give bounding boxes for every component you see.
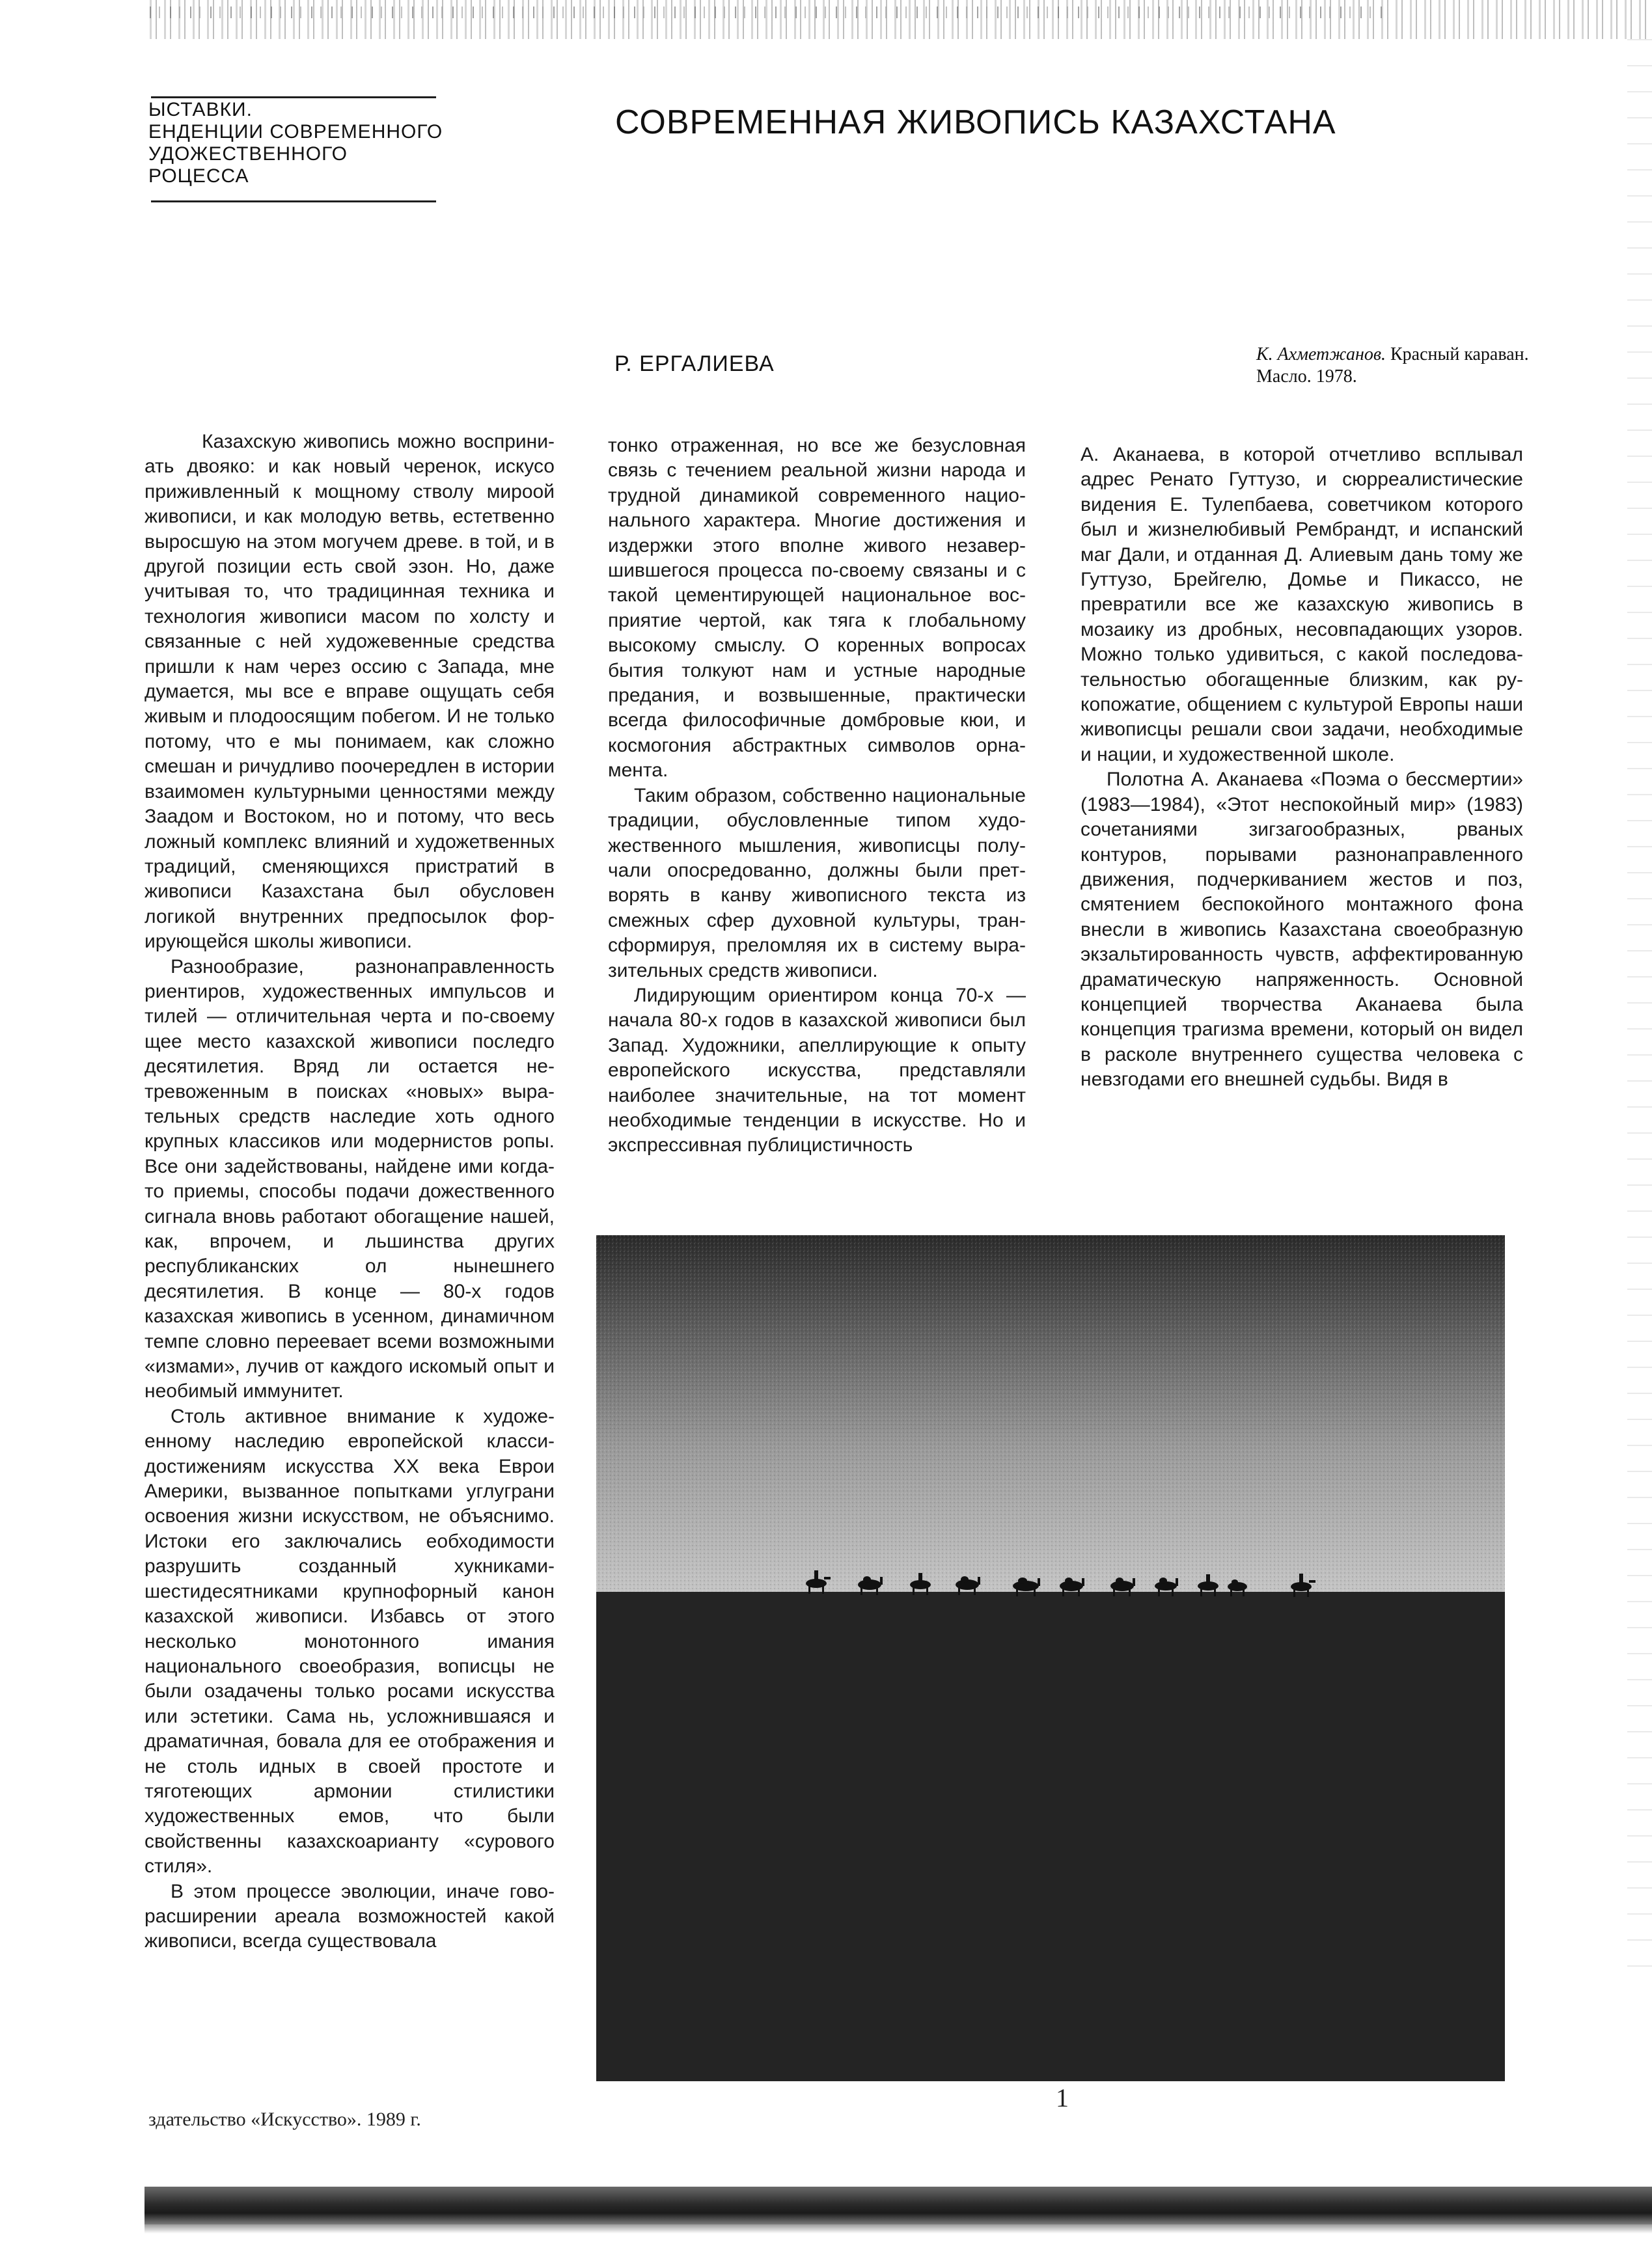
- section-line: ЕНДЕНЦИИ СОВРЕМЕННОГО: [148, 121, 443, 143]
- paragraph: тонко отраженная, но все же безусловная связь с течением реальной жизни народа и трудной динамикой современного национального характера. Многие достижения и издержки этого вполне живого незавершившегося процесса по-своему связаны и с такой цементирующей национальное восприятие чертой, как тяга к глобальному высокому смыслу. О коренных вопросах бытия толкуют нам и устные народные предания, и возвышенные, практически всегда философичные домбровые кюи, и космогония абстрактных символов орнамента.: [608, 435, 1026, 782]
- paragraph: В этом процессе эволюции, иначе говорасширении ареала возможностей какой живописи, всегда существовала: [145, 1880, 555, 1952]
- publisher-imprint: здательство «Искусство». 1989 г.: [148, 2109, 421, 2130]
- scan-bottom-edge: [145, 2187, 1652, 2224]
- paragraph: Разнообразие, разнонаправленность риентиров, художественных импульсов и тилей — отличительная черта и по-своему щее место казахской живописи последго десятилетия. Вряд ли остается нетревоженным в поисках «новых» вырательных средств наследие хоть одного крупных классиков или модернистов ропы. Все они задействованы, найдене ими когда-то приемы, способы подачи дожественного сигнала вновь работают обогащение нашей, как, впрочем, и льшинства других республиканских ол нынешнего десятилетия. В конце — 80-х годов казахская живопись в усенном, динамичном темпе словно переевает всеми возможными «измами», лучив от каждого искомый опыт и необимый иммунитет.: [145, 955, 555, 1402]
- page-number: 1: [1056, 2083, 1069, 2112]
- paragraph: А. Аканаева, в которой отчетливо всплывал адрес Ренато Гуттузо, и сюрреалистические видения Е. Тулепбаева, советчиком которого был и жизнелюбивый Рембрандт, и испанский маг Дали, и отданная Д. Алиевым дань тому же Гуттузо, Брейгелю, Домье и Пикассо, не превратили все же казахскую живопись в мозаику из дробных, несовпадающих узоров. Можно только удивиться, с какой последовательностью обогащенные близким, как рукопожатие, общением с культурой Европы наши живописцы решали свои задачи, необходимые и нации, и художественной школе.: [1081, 444, 1523, 765]
- section-line: УДОЖЕСТВЕННОГО: [148, 143, 348, 165]
- text-column-3: [1081, 443, 1523, 1093]
- section-rule-bottom: [151, 200, 436, 202]
- section-line: ЫСТАВКИ.: [148, 99, 253, 120]
- section-heading: [148, 99, 448, 187]
- scan-noise-top-detail: [150, 7, 1386, 18]
- text-column-2: [608, 433, 1026, 1158]
- paragraph: Лидирующим ориентиром конца 70-х — начала 80-х годов в казахской живописи был Запад. Художники, апеллирующие к опыту европейского искусства, представляли наиболее значительные, на тот момент необходимые тенденции в искусстве. Но и экспрессивная публицистичность: [608, 984, 1026, 1156]
- scan-noise-top: [150, 0, 1652, 39]
- caption-text: Красный караван. Масло. 1978.: [1256, 344, 1529, 387]
- paragraph: Таким образом, собственно национальные традиции, обусловленные типом художественного мышления, живописцы получали опосредованно, должны были претворять в канву живописного текста из смежных сфер духовной культуры, трансформируя, преломляя их в систему выразительных средств живописи.: [608, 784, 1026, 981]
- caption-artist: К. Ахметжанов.: [1256, 344, 1386, 364]
- illustration-caption: [1256, 344, 1530, 388]
- section-rule-top: [151, 96, 436, 98]
- article-author: Р. ЕРГАЛИЕВА: [614, 351, 775, 376]
- ground: [596, 1592, 1505, 2081]
- section-line: РОЦЕССА: [148, 165, 249, 187]
- paragraph: Полотна А. Аканаева «Поэма о бессмертии» (1983—1984), «Этот неспокойный мир» (1983) сочетаниями зигзагообразных, рваных контуров, порывами разнонаправленного движения, подчеркиванием жестов и поз, смятением беспокойного монтажного фона внесли в живопись Казахстана своеобразную экзальтированность чувств, аффектированную драматическую напряженность. Основной концепцией творчества Аканаева была концепция трагизма времени, который он видел в расколе внутреннего существа человека с невзгодами его внешней судьбы. Видя в: [1081, 769, 1523, 1091]
- scan-noise-right: [1627, 39, 1652, 1991]
- article-title: СОВРЕМЕННАЯ ЖИВОПИСЬ КАЗАХСТАНА: [615, 103, 1336, 141]
- paragraph: Казахскую живопись можно восприниать двояко: и как новый черенок, искусо приживленный к мощному стволу мироой живописи, и как молодую ветвь, естетвенно выросшую на этом могучем древе. в той, и в другой позиции есть свой эзон. Но, даже учитывая то, что традицинная техника и технология живописи масом по холсту и связанные с ней художевенные средства пришли к нам через оссию с Запада, мне думается, мы все е вправе ощущать себя живым и плодоосящим побегом. И не только потому, что е мы понимаем, как сложно смешан и ричудливо поочередлен в истории взаимомен культурными ценностями между Заадом и Востоком, но и потому, что весь ложный комплекс влияний и художетвенных традиций, сменяющихся пристратий в живописи Казахстана был обусловен логикой внутренних предпосылок форирующейся школы живописи.: [145, 431, 555, 953]
- paragraph: Столь активное внимание к художеенному наследию европейской классидостижениям искусства XX века Еврои Америки, вызванное попытками углуграни освоения жизни искусством, не объяснимо. Истоки его заключались еобходимости разрушить созданный хукниками-шестидесятниками крупнофорный канон казахской живописи. Избавсь от этого несколько монотонного имания национального своеобразия, вописцы не были озадачены только росами искусства или эстетики. Сама нь, усложнившаяся и драматичная, бовала для ее отображения и не столь идных в своей простоте и тяготеющих армонии стилистики художественных емов, что были свойственны казахскоарианту «сурового стиля».: [145, 1405, 555, 1878]
- scan-bottom-edge-fade: [145, 2224, 1652, 2234]
- painting-red-caravan: [596, 1235, 1505, 2081]
- text-column-1: [145, 430, 555, 2083]
